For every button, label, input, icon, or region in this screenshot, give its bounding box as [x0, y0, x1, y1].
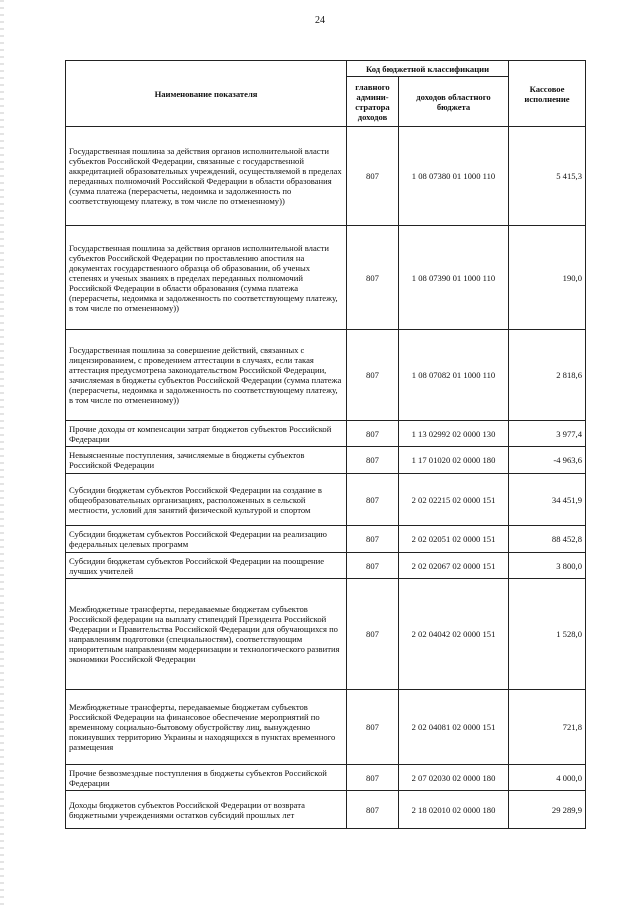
header-classification: Код бюджетной классификации: [347, 61, 509, 77]
header-admin: главного админи-стратора доходов: [347, 77, 399, 127]
row-name: Межбюджетные трансферты, передаваемые бюджетам субъектов Российской Федерации на финансовое обеспечение мероприятий по временному социально-бытовому обустройству лиц, вынужденно покинувших территорию Украины и находящихся в пунктах временного размещения: [66, 690, 347, 765]
table-row: [66, 526, 586, 553]
scan-edge: [0, 0, 4, 905]
header-amount: Кассовое исполнение: [509, 61, 586, 127]
table-row: [66, 690, 586, 765]
row-name: Субсидии бюджетам субъектов Российской Федерации на реализацию федеральных целевых программ: [66, 526, 347, 553]
row-amount: 2 818,6: [509, 330, 586, 421]
header-income: доходов областного бюджета: [399, 77, 509, 127]
table-row: [66, 127, 586, 226]
table-row: [66, 791, 586, 829]
table-row: [66, 765, 586, 791]
row-name: Прочие доходы от компенсации затрат бюджетов субъектов Российской Федерации: [66, 421, 347, 447]
table-row: [66, 579, 586, 690]
row-name: Прочие безвозмездные поступления в бюджеты субъектов Российской Федерации: [66, 765, 347, 791]
row-amount: 3 800,0: [509, 553, 586, 579]
row-amount: 190,0: [509, 226, 586, 330]
row-income-code: 1 17 01020 02 0000 180: [399, 447, 509, 474]
row-admin-code: 807: [347, 690, 399, 765]
row-admin-code: 807: [347, 474, 399, 526]
table-row: [66, 447, 586, 474]
row-income-code: 2 07 02030 02 0000 180: [399, 765, 509, 791]
row-income-code: 2 02 04042 02 0000 151: [399, 579, 509, 690]
row-name: Доходы бюджетов субъектов Российской Федерации от возврата бюджетными учреждениями остатков субсидий прошлых лет: [66, 791, 347, 829]
row-amount: 721,8: [509, 690, 586, 765]
row-name: Государственная пошлина за действия органов исполнительной власти субъектов Российской Федерации по проставлению апостиля на документах государственного образца об образовании, об ученых степенях и ученых званиях в пределах переданных полномочий Российской Федерации в области образования (сумма платежа (перерасчеты, недоимка и задолженность по соответствующему платежу, в том числе по отмененному)): [66, 226, 347, 330]
row-admin-code: 807: [347, 765, 399, 791]
header-name: Наименование показателя: [66, 61, 347, 127]
row-income-code: 2 02 02051 02 0000 151: [399, 526, 509, 553]
row-amount: 29 289,9: [509, 791, 586, 829]
row-amount: 1 528,0: [509, 579, 586, 690]
row-income-code: 2 02 04081 02 0000 151: [399, 690, 509, 765]
row-admin-code: 807: [347, 526, 399, 553]
row-amount: 34 451,9: [509, 474, 586, 526]
row-amount: 5 415,3: [509, 127, 586, 226]
row-income-code: 2 02 02215 02 0000 151: [399, 474, 509, 526]
row-income-code: 1 08 07380 01 1000 110: [399, 127, 509, 226]
row-income-code: 1 08 07390 01 1000 110: [399, 226, 509, 330]
row-income-code: 2 18 02010 02 0000 180: [399, 791, 509, 829]
row-name: Межбюджетные трансферты, передаваемые бюджетам субъектов Российской федерации на выплату стипендий Президента Российской Федерации и Правительства Российской Федерации для обучающихся по направлениям подготовки (специальностям), соответствующим приоритетным направлениям модернизации и технологического развития экономики Российской Федерации: [66, 579, 347, 690]
row-amount: 4 000,0: [509, 765, 586, 791]
row-admin-code: 807: [347, 330, 399, 421]
row-admin-code: 807: [347, 226, 399, 330]
row-name: Субсидии бюджетам субъектов Российской Федерации на поощрение лучших учителей: [66, 553, 347, 579]
row-name: Невыясненные поступления, зачисляемые в бюджеты субъектов Российской Федерации: [66, 447, 347, 474]
row-admin-code: 807: [347, 127, 399, 226]
row-admin-code: 807: [347, 579, 399, 690]
row-income-code: 1 13 02992 02 0000 130: [399, 421, 509, 447]
row-income-code: 1 08 07082 01 1000 110: [399, 330, 509, 421]
table-row: [66, 330, 586, 421]
row-name: Государственная пошлина за совершение действий, связанных с лицензированием, с проведением аттестации в случаях, если такая аттестация предусмотрена законодательством Российской Федерации, зачисляемая в бюджеты субъектов Российской Федерации (сумма платежа (перерасчеты, недоимка и задолженность по соответствующему платежу, в том числе по отмененному)): [66, 330, 347, 421]
row-income-code: 2 02 02067 02 0000 151: [399, 553, 509, 579]
row-name: Государственная пошлина за действия органов исполнительной власти субъектов Российской Федерации, связанные с государственной аккредитацией образовательных учреждений, осуществляемой в пределах переданных полномочий Российской Федерации в области образования (сумма платежа (перерасчеты, недоимка и задолженность по соответствующему платежу, в том числе по отмененному)): [66, 127, 347, 226]
table-row: [66, 226, 586, 330]
row-admin-code: 807: [347, 421, 399, 447]
table-row: [66, 474, 586, 526]
row-amount: 88 452,8: [509, 526, 586, 553]
page-number: 24: [315, 15, 325, 26]
row-admin-code: 807: [347, 447, 399, 474]
row-name: Субсидии бюджетам субъектов Российской Федерации на создание в общеобразовательных организациях, расположенных в сельской местности, условий для занятий физической культурой и спортом: [66, 474, 347, 526]
table-row: [66, 553, 586, 579]
row-amount: 3 977,4: [509, 421, 586, 447]
row-admin-code: 807: [347, 791, 399, 829]
table-row: [66, 421, 586, 447]
budget-table: [65, 60, 586, 829]
row-admin-code: 807: [347, 553, 399, 579]
row-amount: -4 963,6: [509, 447, 586, 474]
